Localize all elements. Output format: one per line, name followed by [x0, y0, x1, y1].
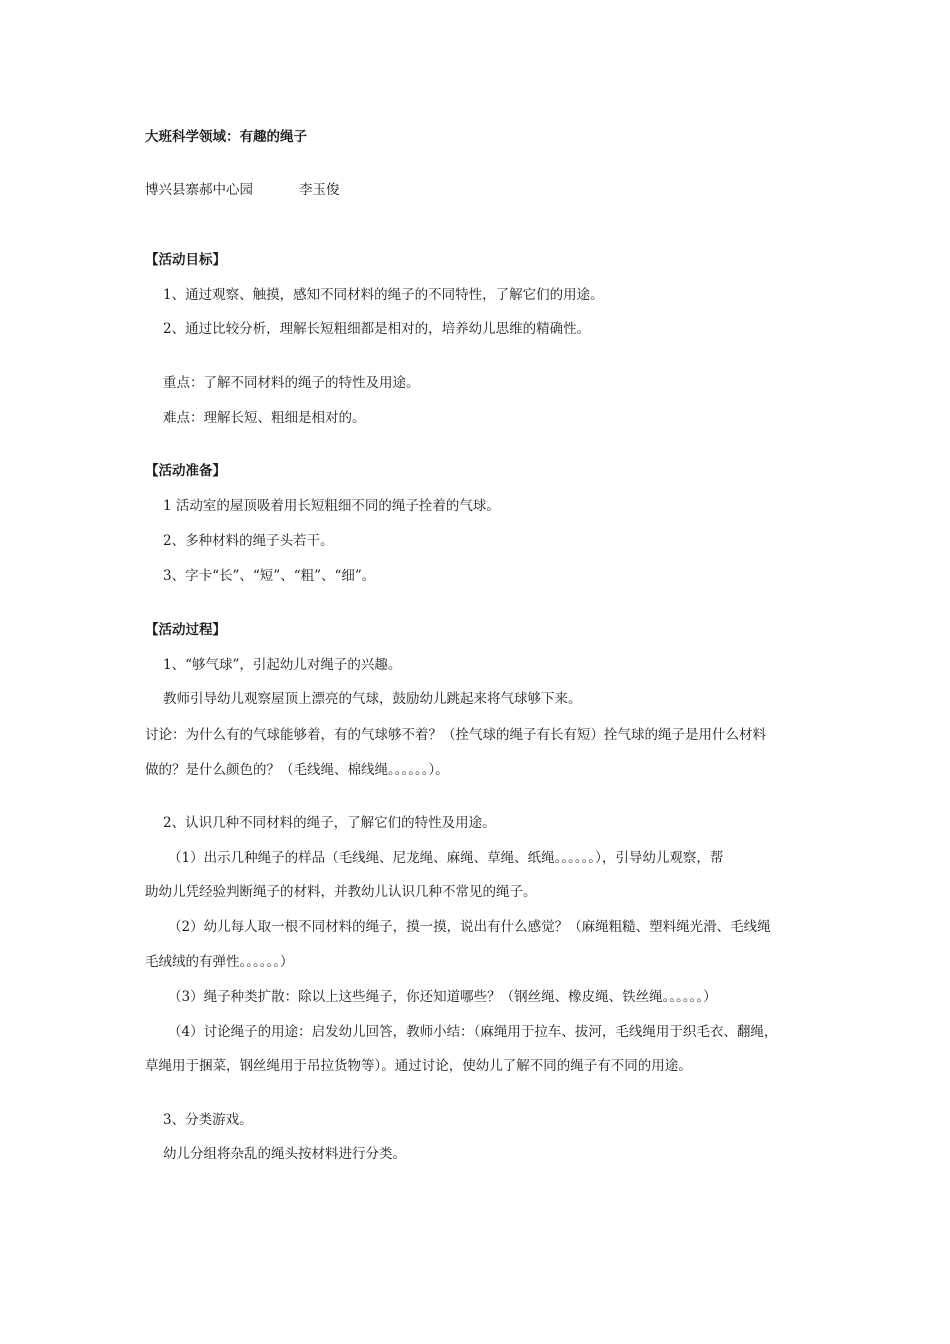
author-line	[145, 182, 340, 198]
preparation-item-2: 2、多种材料的绳子头若干。	[163, 533, 334, 549]
step1-discussion-line2: 做的？是什么颜色的？（毛线绳、棉线绳。。。。。。）。	[145, 762, 449, 778]
step2-sub4-line1: （4）讨论绳子的用途：启发幼儿回答，教师小结：（麻绳用于拉车、拔河，毛线绳用于织毛衣、翻绳，	[168, 1024, 778, 1040]
document-title: 大班科学领域：有趣的绳子	[145, 129, 307, 145]
step1-text: 教师引导幼儿观察屋顶上漂亮的气球，鼓励幼儿跳起来将气球够下来。	[163, 691, 582, 707]
goal-item-1: 1、通过观察、触摸，感知不同材料的绳子的不同特性，了解它们的用途。	[163, 287, 604, 303]
step2-sub1-line1: （1）出示几种绳子的样品（毛线绳、尼龙绳、麻绳、草绳、纸绳。。。。。。），引导幼儿观察，帮	[168, 850, 724, 866]
author-school: 博兴县寨郝中心园	[145, 182, 253, 198]
step2-title: 2、认识几种不同材料的绳子，了解它们的特性及用途。	[163, 815, 496, 831]
preparation-item-1: 1 活动室的屋顶吸着用长短粗细不同的绳子拴着的气球。	[163, 498, 500, 514]
process-heading: 【活动过程】	[145, 622, 226, 638]
key-point: 重点：了解不同材料的绳子的特性及用途。	[163, 375, 420, 391]
step1-title: 1、“够气球”，引起幼儿对绳子的兴趣。	[163, 657, 402, 673]
step2-sub2-line2: 毛绒绒的有弹性。。。。。。）	[145, 954, 294, 970]
preparation-item-3: 3、字卡“长”、“短”、“粗”、“细”。	[163, 568, 376, 584]
preparation-heading: 【活动准备】	[145, 463, 226, 479]
difficulty-point: 难点：理解长短、粗细是相对的。	[163, 410, 366, 426]
step2-sub4-line2: 草绳用于捆菜，钢丝绳用于吊拉货物等）。通过讨论，使幼儿了解不同的绳子有不同的用途。	[145, 1058, 692, 1074]
step2-sub2-line1: （2）幼儿每人取一根不同材料的绳子，摸一摸，说出有什么感觉？（麻绳粗糙、塑料绳光滑、毛线绳	[168, 919, 771, 935]
step2-sub3: （3）绳子种类扩散：除以上这些绳子，你还知道哪些？（钢丝绳、橡皮绳、铁丝绳。。。。。。）	[168, 989, 717, 1005]
goal-item-2: 2、通过比较分析，理解长短粗细都是相对的，培养幼儿思维的精确性。	[163, 321, 591, 337]
step3-title: 3、分类游戏。	[163, 1112, 253, 1128]
author-name: 李玉俊	[299, 182, 340, 198]
step3-text: 幼儿分组将杂乱的绳头按材料进行分类。	[163, 1146, 406, 1162]
step2-sub1-line2: 助幼儿凭经验判断绳子的材料，并教幼儿认识几种不常见的绳子。	[145, 884, 537, 900]
step1-discussion-line1: 讨论：为什么有的气球能够着，有的气球够不着？（拴气球的绳子有长有短）拴气球的绳子是用什么材料	[145, 727, 766, 743]
goals-heading: 【活动目标】	[145, 252, 226, 268]
